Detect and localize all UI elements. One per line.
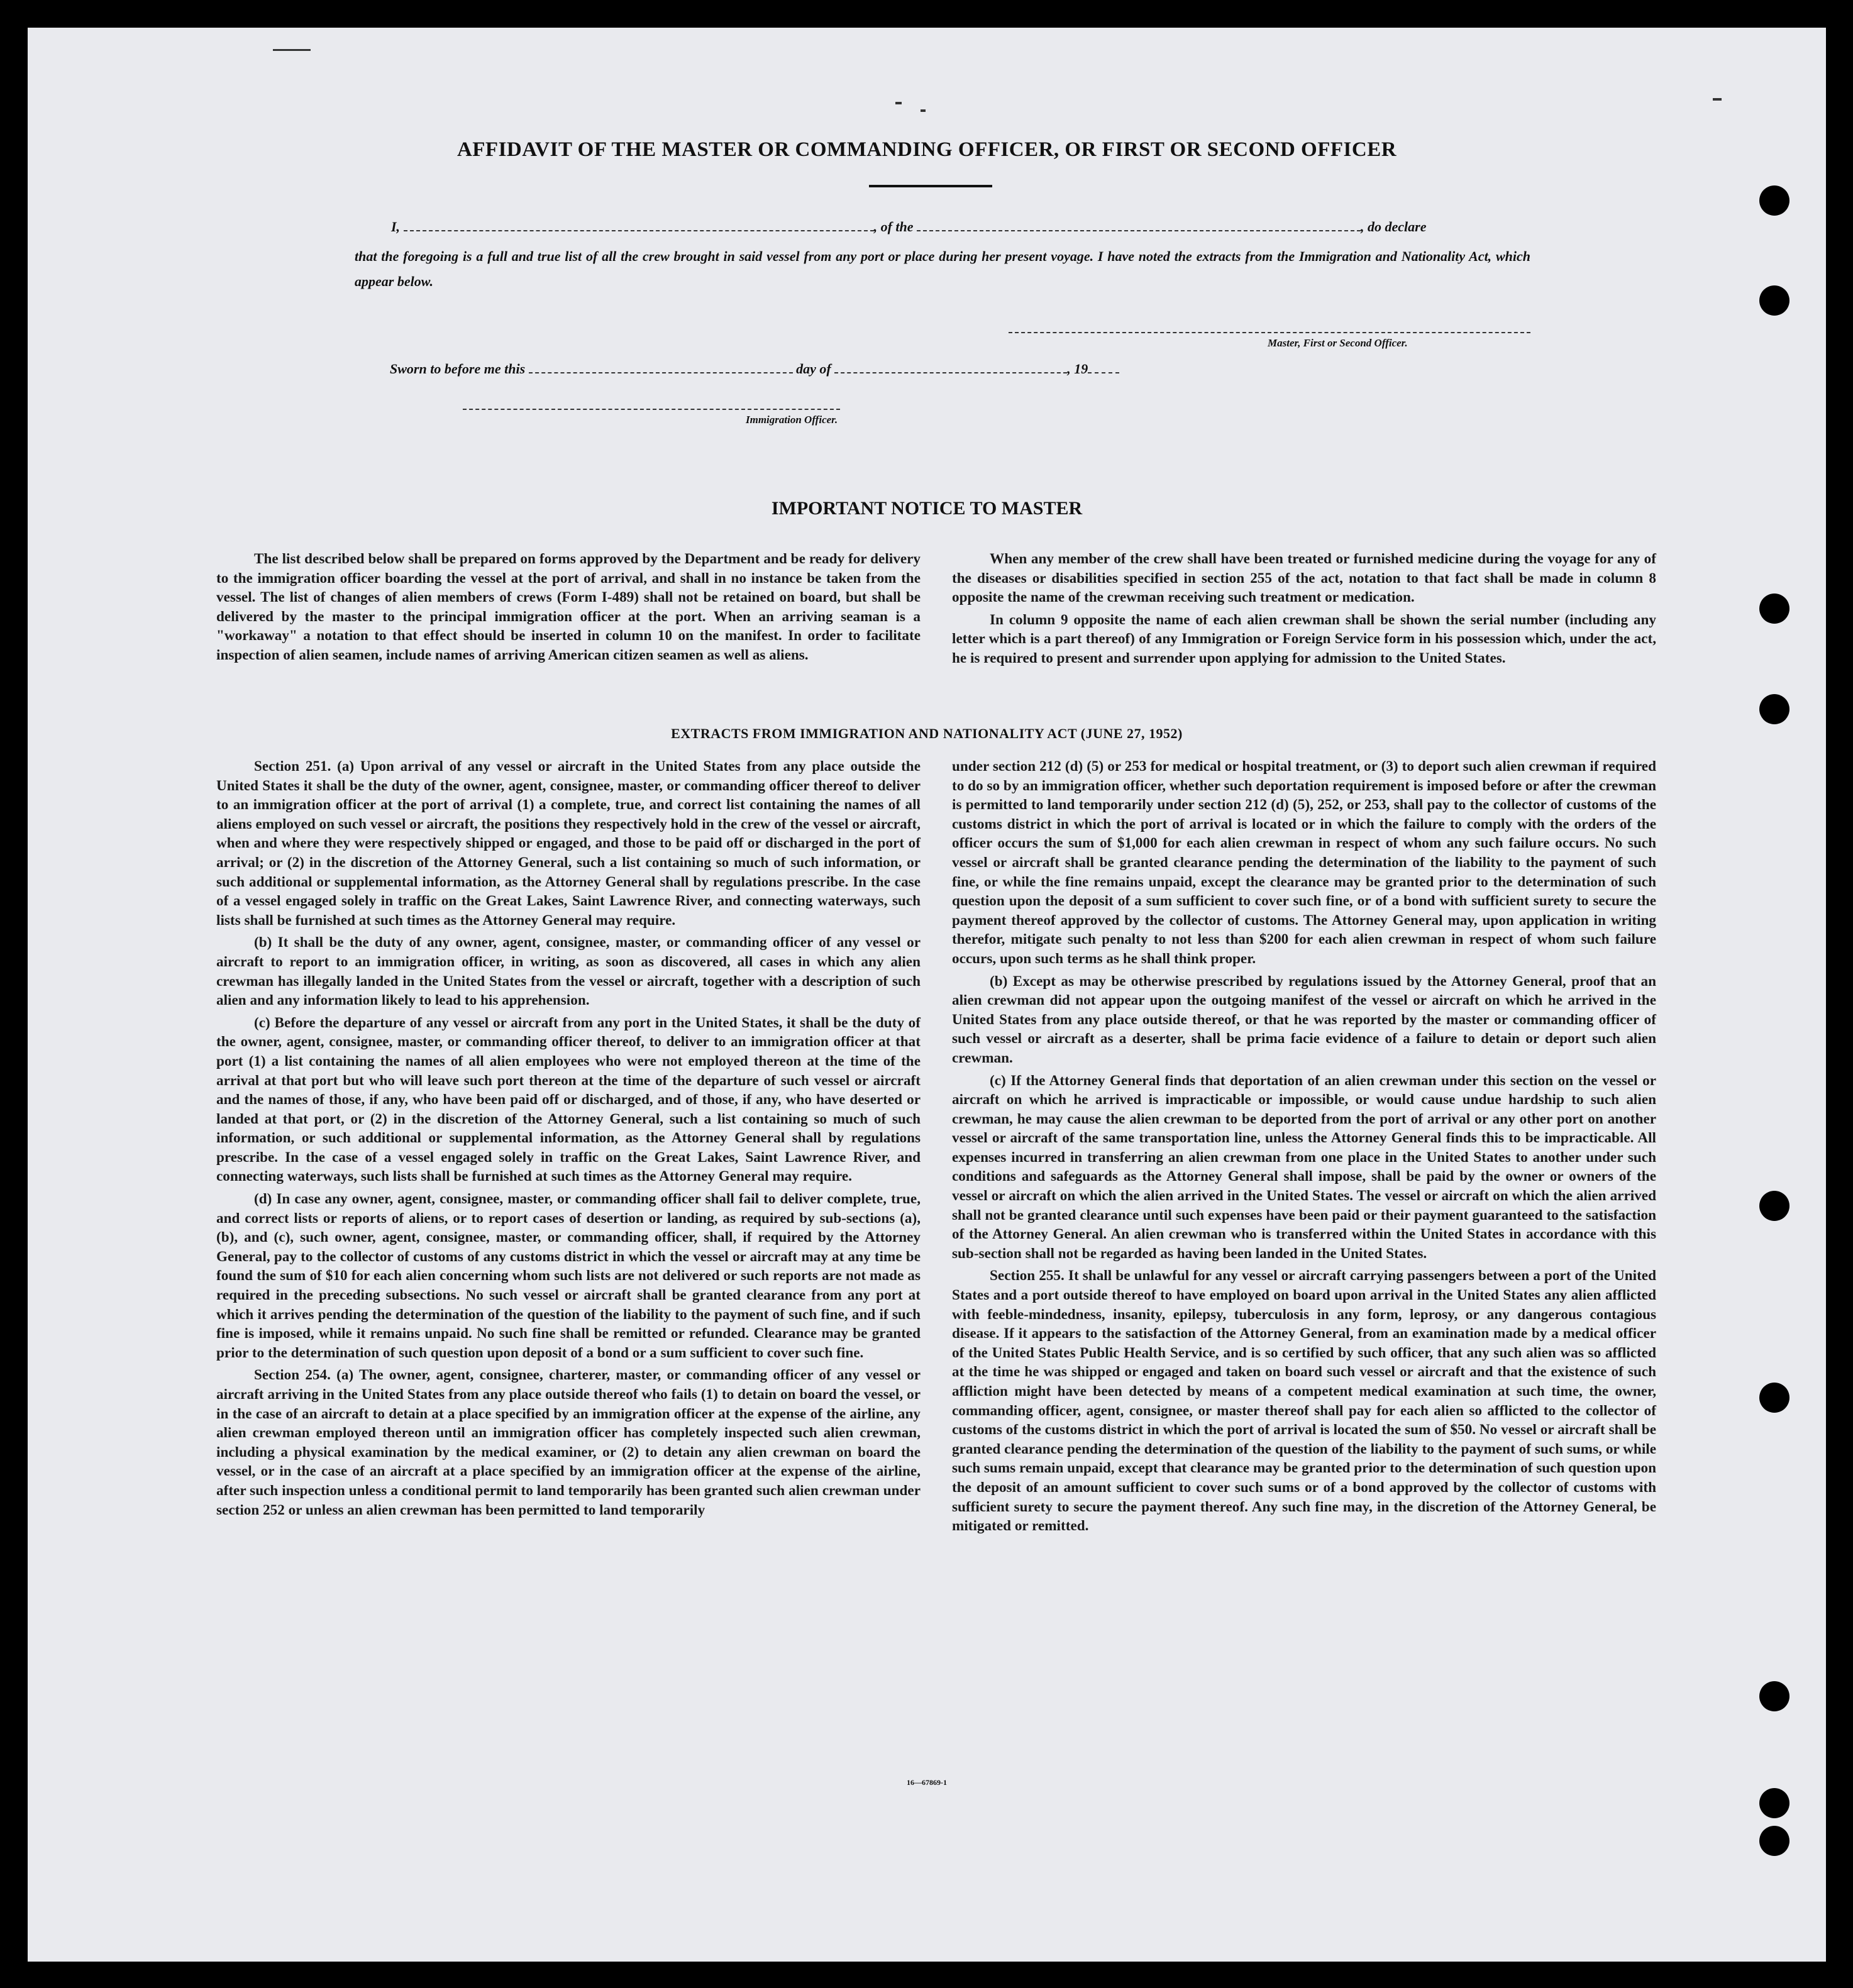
extract-paragraph: (d) In case any owner, agent, consignee, master, or commanding officer shall fail to deliver complete, true, and correct lists or reports of aliens, or to report cases of desertion or landing, as required by sub-sections (a), (b), and (c), such owner, agent, consignee, master, or commanding officer, shall, if required by the Attorney General, pay to the collector of customs of any customs district in which the vessel or aircraft may at any time be found the sum of $10 for each alien concerning whom such lists are not delivered or such reports are not made as required in the preceding subsections. No such vessel or aircraft shall be granted clearance from any port at which it arrives pending the determination of the question of the liability to the payment of such fine, and if such fine is imposed, while it remains unpaid. No such fine shall be remitted or refunded. Clearance may be granted prior to the determination of such question upon deposit of a bond or a sum sufficient to cover such fine. (216, 1191, 921, 1361)
punch-hole (1759, 694, 1789, 724)
extract-paragraph: (b) It shall be the duty of any owner, agent, consignee, master, or commanding officer of any vessel or aircraft to report to an immigration officer, in writing, as soon as discovered, all cases in which any alien crewman has illegally landed in the United States from the vessel or aircraft, together with a description of such alien and any information likely to lead to his apprehension. (216, 934, 921, 1009)
affidavit-title: AFFIDAVIT OF THE MASTER OR COMMANDING OFFICER, OR FIRST OR SECOND OFFICER (456, 138, 1397, 161)
extract-paragraph: Section 255. It shall be unlawful for any vessel or aircraft carrying passengers between a port of the United States and a port outside thereof to have employed on board upon arrival in the United States any alien afflicted with feeble-mindedness, insanity, epilepsy, tuberculosis in any form, leprosy, or any dangerous contagious disease. If it appears to the satisfaction of the Attorney General, from an examination made by a medical officer of the United States Public Health Service, and is so certified by such officer, that any such alien was so afflicted at the time he was shipped or engaged and taken on board such vessel or aircraft and that the existence of such affliction might have been detected by means of a competent medical examination at such time, the owner, commanding officer, agent, consignee, or master thereof shall pay for each alien so afflicted to the collector of customs of the customs district in which the port of arrival is located the sum of $50. No vessel or aircraft shall be granted clearance pending the determination of the question of the liability to the payment of such sums, or while such sums remain unpaid, except that clearance may be granted prior to the determination of such question upon the deposit of an amount sufficient to cover such sums or of a bond approved by the collector of customs with sufficient surety to secure the payment thereof. Any such fine may, in the discretion of the Attorney General, be mitigated or remitted. (952, 1267, 1656, 1535)
punch-hole (1759, 185, 1789, 216)
extract-paragraph: (c) Before the departure of any vessel or aircraft from any port in the United States, it shall be the duty of the owner, agent, consignee, master, or commanding officer thereof, to deliver to an immigration officer at that port (1) a list containing the names of all alien employees who were not employed thereon at the time of the arrival at that port but who will leave such port thereon at the time of the departure of such vessel or aircraft and the names of those, if any, who have been paid off or discharged, and of those, if any, who have deserted or landed at that port, or (2) in the discretion of the Attorney General, such a list containing so much of such information, or such additional or supplemental information, as the Attorney General shall by regulations prescribe. In the case of a vessel engaged solely in traffic on the Great Lakes, Saint Lawrence River, and connecting waterways, such lists shall be furnished at such times as the Attorney General may require. (216, 1014, 921, 1185)
of-the-label: , of the (873, 219, 914, 235)
notice-title: IMPORTANT NOTICE TO MASTER (771, 498, 1083, 519)
officer-signature-line[interactable] (463, 409, 840, 410)
sworn-month-field[interactable] (834, 372, 1067, 373)
extract-paragraph: under section 212 (d) (5) or 253 for medical or hospital treatment, or (3) to deport such alien crewman if required to do so by an immigration officer, whether such deportation requirement is imposed before or after the crewman is permitted to land temporarily under section 212 (d) (5), 252, or 253, shall pay to the collector of customs of the customs district in which the port of arrival is located or in which the failure to comply with the orders of the officer occurs the sum of $1,000 for each alien crewman in respect of whom any such failure occurs. No such vessel or aircraft shall be granted clearance pending the determination of the liability to the payment of such fine, or while the fine remains unpaid, except the clearance may be granted prior to the determination of such question upon the deposit of a sum sufficient to cover such fine, or of a bond with sufficient surety to secure the payment thereof approved by the collector of customs. The Attorney General may, upon application in writing therefor, mitigate such penalty to not less than $200 for each alien crewman in respect of whom such failure occurs, upon such terms as he shall think proper. (952, 758, 1656, 967)
vessel-field[interactable] (917, 230, 1361, 231)
notice-paragraph: In column 9 opposite the name of each alien crewman shall be shown the serial number (including any letter which is a part thereof) of any Immigration or Foreign Service form in his possession which, under the act, he is required to present and surrender upon applying for admission to the United States. (952, 611, 1656, 666)
sworn-prefix: Sworn to before me this (390, 361, 526, 377)
extract-paragraph: Section 251. (a) Upon arrival of any vessel or aircraft in the United States from any place outside the United States it shall be the duty of the owner, agent, consignee, master, or commanding officer thereof to deliver to an immigration officer at the port of arrival (1) a complete, true, and correct list containing the names of all aliens employed on such vessel or aircraft, the positions they respectively hold in the crew of the vessel or aircraft, when and where they were respectively shipped or engaged, and those to be paid off or discharged in the port of arrival; or (2) in the discretion of the Attorney General, such a list containing so much of such information, or such additional or supplemental information, as the Attorney General shall by regulations prescribe. In the case of a vessel engaged solely in traffic on the Great Lakes, Saint Lawrence River, and connecting waterways, such lists shall be furnished at such times as the Attorney General may require. (216, 758, 921, 929)
extracts-left-column (216, 757, 921, 1523)
notice-paragraph: The list described below shall be prepared on forms approved by the Department and be ready for delivery to the immigration officer boarding the vessel at the port of arrival, and shall in no instance be taken from the vessel. The list of changes of alien members of crews (Form I-489) shall not be retained on board, but shall be delivered by the master to the principal immigration officer at the port. When an arriving seaman is a "workaway" a notation to that effect should be inserted in column 10 on the manifest. In order to facilitate inspection of alien seamen, include names of arriving American citizen seamen as well as aliens. (216, 551, 921, 663)
extract-paragraph: (b) Except as may be otherwise prescribed by regulations issued by the Attorney General, proof that an alien crewman did not appear upon the outgoing manifest of the vessel or aircraft on which he arrived in the United States from any place outside thereof, or that he was reported by the master or commanding officer of such vessel or aircraft as a deserter, shall be prima facie evidence of a failure to detain or deport such alien crewman. (952, 973, 1656, 1066)
extracts-title: EXTRACTS FROM IMMIGRATION AND NATIONALITY ACT (JUNE 27, 1952) (671, 726, 1183, 741)
notice-right-column (952, 549, 1656, 671)
declaration-line (391, 219, 1426, 235)
extracts-right-column (952, 757, 1656, 1539)
sworn-day-field[interactable] (529, 372, 793, 373)
extract-paragraph: Section 254. (a) The owner, agent, consignee, charterer, master, or commanding officer of any vessel or aircraft arriving in the United States from any place outside thereof who fails (1) to detain on board the vessel, or in the case of an aircraft to detain at a place specified by an immigration officer at the expense of the airline, any alien crewman employed thereon until an immigration officer has completely inspected such alien crewman, including a physical examination by the medical examiner, or (2) to detain any alien crewman on board the vessel, or in the case of an aircraft at a place specified by an immigration officer at the expense of the airline, after such inspection unless a conditional permit to land temporarily has been granted such alien crewman under section 252 or unless an alien crewman has been permitted to land temporarily (216, 1367, 921, 1518)
punch-hole (1759, 1191, 1789, 1221)
year-prefix: , 19 (1067, 361, 1088, 377)
form-code: 16—67869-1 (907, 1778, 947, 1787)
title-rule (869, 185, 992, 187)
master-signature-label: Master, First or Second Officer. (1268, 337, 1408, 349)
name-field[interactable] (404, 230, 874, 231)
i-label: I, (391, 219, 401, 235)
document-page (28, 28, 1826, 1962)
extract-paragraph: (c) If the Attorney General finds that deportation of an alien crewman under this section on the vessel or aircraft on which he arrived is impracticable or impossible, or would cause undue hardship to such alien crewman, he may cause the alien crewman to be deported from the port of arrival or any other port on another vessel or aircraft of the same transportation line, unless the Attorney General finds this to be impracticable. All expenses incurred in transferring an alien crewman from one place in the United States to another under such conditions and safeguards as the Attorney General shall impose, shall be paid by the owner or owners of the vessel or aircraft on which the alien arrived in the United States. The vessel or aircraft on which the alien arrived shall not be granted clearance until such expenses have been paid or their payment guaranteed to the satisfaction of the Attorney General. An alien crewman who is transferred within the United States in accordance with this sub-section shall not be regarded as having been landed in the United States. (952, 1072, 1656, 1262)
punch-hole (1759, 1788, 1789, 1818)
scan-speck (1713, 98, 1722, 101)
sworn-line (390, 361, 1119, 377)
punch-hole (1759, 1681, 1789, 1711)
master-signature-line[interactable] (1009, 332, 1530, 333)
punch-hole (1759, 1383, 1789, 1413)
punch-hole (1759, 594, 1789, 624)
declaration-text: that the foregoing is a full and true list of all the crew brought in said vessel from any port or place during her present voyage. I have noted the extracts from the Immigration and Nationality Act, which appear below. (355, 248, 1530, 289)
officer-signature-label: Immigration Officer. (746, 414, 838, 426)
scan-speck (895, 102, 902, 104)
day-of-label: day of (796, 361, 831, 377)
scan-speck (273, 49, 311, 51)
notice-left-column (216, 549, 921, 668)
punch-hole (1759, 285, 1789, 316)
notice-paragraph: When any member of the crew shall have been treated or furnished medicine during the voyage for any of the diseases or disabilities specified in section 255 of the act, notation to that fact shall be made in column 8 opposite the name of the crewman receiving such treatment or medication. (952, 551, 1656, 606)
sworn-year-field[interactable] (1088, 372, 1119, 373)
punch-hole (1759, 1826, 1789, 1856)
scan-speck (921, 109, 926, 112)
do-declare-label: , do declare (1361, 219, 1427, 235)
